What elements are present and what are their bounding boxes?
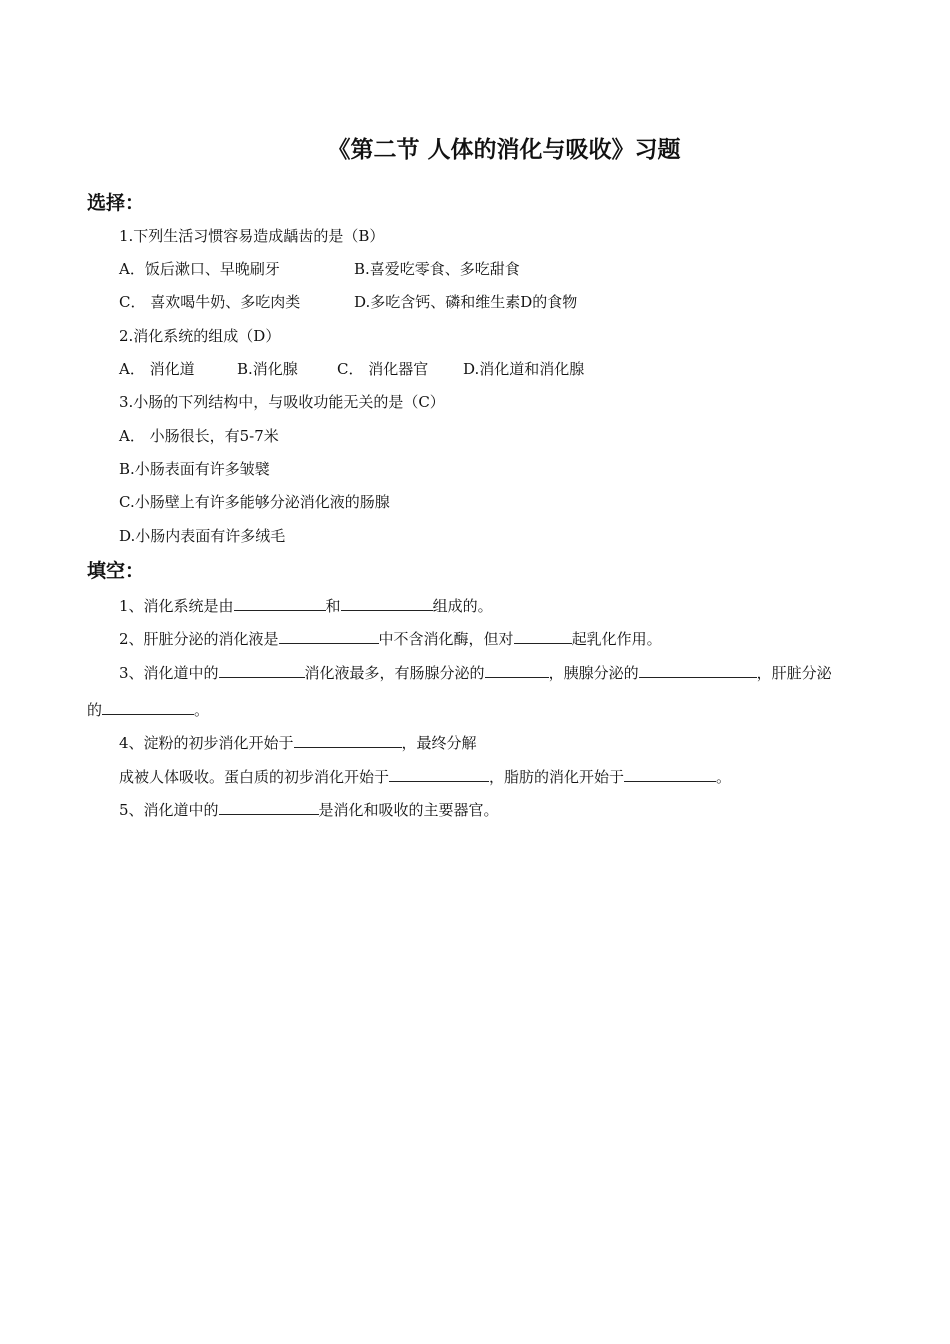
fill-3-text-c: ，胰腺分泌的	[548, 664, 639, 682]
fill-4-blank-1[interactable]	[294, 732, 402, 748]
fill-5-text-a: 5、消化道中的	[119, 801, 219, 819]
fill-3-text-d: ，肝脏分泌	[756, 664, 832, 682]
q2-option-d: D.消化道和消化腺	[463, 360, 585, 378]
fill-1-blank-2[interactable]	[341, 595, 433, 611]
fill-question-3-cont	[87, 699, 209, 720]
fill-1-text-c: 组成的。	[432, 597, 493, 615]
fill-question-1	[119, 595, 493, 616]
q3-option-b: B.小肠表面有许多皱襞	[119, 460, 270, 478]
fill-question-4	[119, 732, 477, 753]
fill-4-text-e: 。	[716, 768, 732, 786]
section-heading-choice: 选择：	[87, 192, 145, 214]
fill-3-blank-3[interactable]	[639, 662, 757, 678]
fill-2-text-c: 起乳化作用。	[571, 630, 662, 648]
fill-question-2	[119, 628, 662, 649]
fill-4-text-b: ，最终分解	[401, 734, 477, 752]
q2-option-c: C． 消化器官	[337, 360, 429, 378]
fill-question-5	[119, 799, 499, 820]
q3-option-d: D.小肠内表面有许多绒毛	[119, 527, 286, 545]
fill-4-text-a: 4、淀粉的初步消化开始于	[119, 734, 294, 752]
q1-option-c: C． 喜欢喝牛奶、多吃肉类	[119, 293, 301, 311]
fill-4-text-d: ，脂肪的消化开始于	[489, 768, 625, 786]
q3-option-a: A． 小肠很长，有5-7米	[119, 427, 279, 445]
fill-1-text-a: 1、消化系统是由	[119, 597, 234, 615]
fill-question-4-cont	[119, 766, 731, 787]
fill-5-blank-1[interactable]	[219, 799, 319, 815]
q1-option-b: B.喜爱吃零食、多吃甜食	[354, 260, 520, 278]
section-heading-fill: 填空：	[87, 560, 145, 582]
q1-option-a: A．饭后漱口、早晚刷牙	[119, 260, 280, 278]
fill-3-text-a: 3、消化道中的	[119, 664, 219, 682]
fill-2-text-b: 中不含消化酶，但对	[378, 630, 514, 648]
fill-1-text-b: 和	[325, 597, 341, 615]
question-2-stem: 2.消化系统的组成（D）	[119, 327, 281, 345]
fill-2-blank-2[interactable]	[514, 628, 572, 644]
fill-3-blank-4[interactable]	[102, 699, 194, 715]
question-3-stem: 3.小肠的下列结构中，与吸收功能无关的是（C）	[119, 393, 445, 411]
fill-3-text-b: 消化液最多，有肠腺分泌的	[304, 664, 485, 682]
page-title: 《第二节 人体的消化与吸收》习题	[327, 137, 681, 163]
q2-option-b: B.消化腺	[237, 360, 298, 378]
fill-3-blank-1[interactable]	[219, 662, 305, 678]
fill-3-blank-2[interactable]	[485, 662, 549, 678]
fill-4-text-c: 成被人体吸收。蛋白质的初步消化开始于	[119, 768, 390, 786]
q2-option-a: A． 消化道	[119, 360, 195, 378]
fill-4-blank-2[interactable]	[389, 766, 489, 782]
fill-5-text-b: 是消化和吸收的主要器官。	[318, 801, 499, 819]
fill-3-text-e: 的	[87, 701, 103, 719]
q1-option-d: D.多吃含钙、磷和维生素D的食物	[354, 293, 578, 311]
fill-2-blank-1[interactable]	[279, 628, 379, 644]
fill-1-blank-1[interactable]	[234, 595, 326, 611]
fill-3-text-f: 。	[194, 701, 210, 719]
question-1-stem: 1.下列生活习惯容易造成龋齿的是（B）	[119, 227, 385, 245]
q3-option-c: C.小肠壁上有许多能够分泌消化液的肠腺	[119, 493, 390, 511]
fill-2-text-a: 2、肝脏分泌的消化液是	[119, 630, 279, 648]
fill-question-3	[119, 662, 832, 683]
fill-4-blank-3[interactable]	[624, 766, 716, 782]
